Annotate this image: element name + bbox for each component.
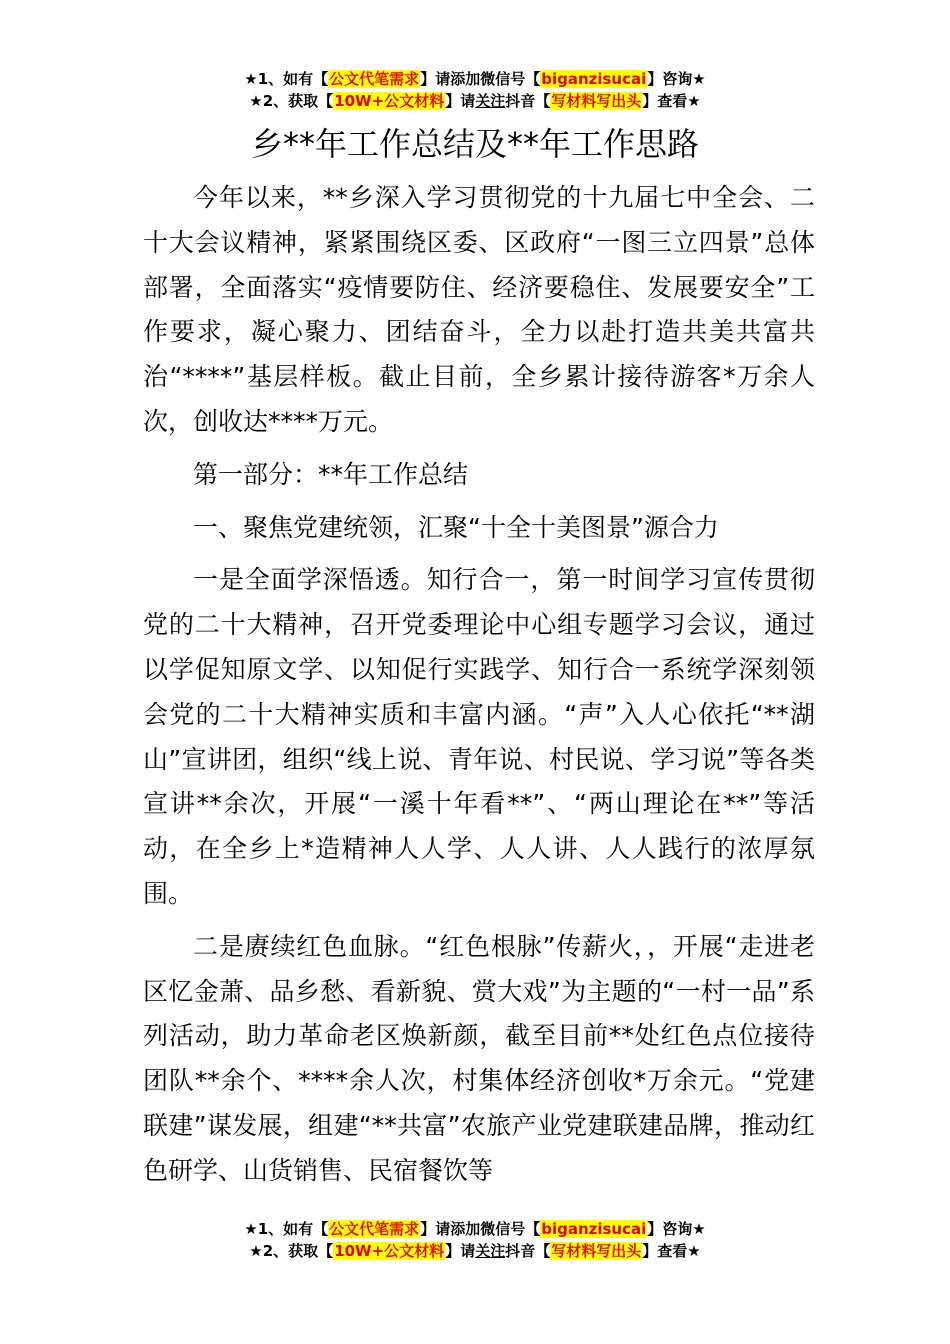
banner-underline-follow: 关注 — [475, 1242, 506, 1260]
banner-text: 】查看★ — [642, 1242, 701, 1260]
banner-highlight-materials: 10W+公文材料 — [334, 1242, 445, 1260]
banner-line-1 — [0, 68, 950, 90]
banner-highlight-wechat-id: biganzisucai — [541, 70, 647, 88]
paragraph-item-1: 一是全面学深悟透。知行合一，第一时间学习宣传贯彻党的二十大精神，召开党委理论中心组专题学习会议，通过以学促知原文学、以知促行实践学、知行合一系统学深刻领会党的二十大精神实质和丰富内涵。“声”入人心依托“**湖山”宣讲团，组织“线上说、青年说、村民说、学习说”等各类宣讲**余次，开展“一溪十年看**”、“两山理论在**”等活动，在全乡上*造精神人人学、人人讲、人人践行的浓厚氛围。 — [143, 565, 815, 908]
footer-banner — [0, 1218, 950, 1262]
star-icon: ★ — [244, 1220, 258, 1238]
banner-text: 抖音【 — [505, 92, 551, 110]
banner-text: 】查看★ — [642, 92, 701, 110]
star-icon: ★ — [249, 1242, 263, 1260]
banner-text: 2、获取【 — [262, 92, 334, 110]
banner-highlight-service: 公文代笔需求 — [329, 70, 420, 88]
banner-text: 】咨询★ — [647, 70, 706, 88]
banner-line-1 — [0, 1218, 950, 1240]
banner-text: 1、如有【 — [257, 70, 329, 88]
banner-line-2 — [0, 1240, 950, 1262]
banner-highlight-materials: 10W+公文材料 — [334, 92, 445, 110]
star-icon: ★ — [244, 70, 258, 88]
paragraph-part-heading: 第一部分：**年工作总结 — [193, 459, 469, 489]
banner-underline-follow: 关注 — [475, 92, 506, 110]
banner-text: 】咨询★ — [647, 1220, 706, 1238]
banner-highlight-douyin: 写材料写出头 — [551, 92, 642, 110]
star-icon: ★ — [249, 92, 263, 110]
banner-text: 】请 — [445, 1242, 476, 1260]
banner-text: 】请添加微信号【 — [420, 1220, 541, 1238]
paragraph-section-heading: 一、聚焦党建统领，汇聚“十全十美图景”源合力 — [193, 512, 719, 542]
banner-text: 抖音【 — [505, 1242, 551, 1260]
paragraph-intro: 今年以来，**乡深入学习贯彻党的十九届七中全会、二十大会议精神，紧紧围绕区委、区政府“一图三立四景”总体部署，全面落实“疫情要防住、经济要稳住、发展要安全”工作要求，凝心聚力、团结奋斗，全力以赴打造共美共富共治“****”基层样板。截止目前，全乡累计接待游客*万余人次，创收达****万元。 — [143, 183, 815, 436]
banner-text: 1、如有【 — [257, 1220, 329, 1238]
document-title: 乡**年工作总结及**年工作思路 — [250, 125, 699, 163]
document-body — [143, 176, 815, 1202]
header-banner — [0, 68, 950, 112]
banner-highlight-service: 公文代笔需求 — [329, 1220, 420, 1238]
banner-highlight-douyin: 写材料写出头 — [551, 1242, 642, 1260]
banner-text: 】请 — [445, 92, 476, 110]
banner-highlight-wechat-id: biganzisucai — [541, 1220, 647, 1238]
banner-text: 2、获取【 — [262, 1242, 334, 1260]
banner-line-2 — [0, 90, 950, 112]
paragraph-item-2: 二是赓续红色血脉。“红色根脉”传薪火，，开展“走进老区忆金萧、品乡愁、看新貌、赏大戏”为主题的“一村一品”系列活动，助力革命老区焕新颜，截至目前**处红色点位接待团队**余个、****余人次，村集体经济创收*万余元。“党建联建”谋发展，组建“**共富”农旅产业党建联建品牌，推动红色研学、山货销售、民宿餐饮等 — [143, 931, 815, 1185]
banner-text: 】请添加微信号【 — [420, 70, 541, 88]
